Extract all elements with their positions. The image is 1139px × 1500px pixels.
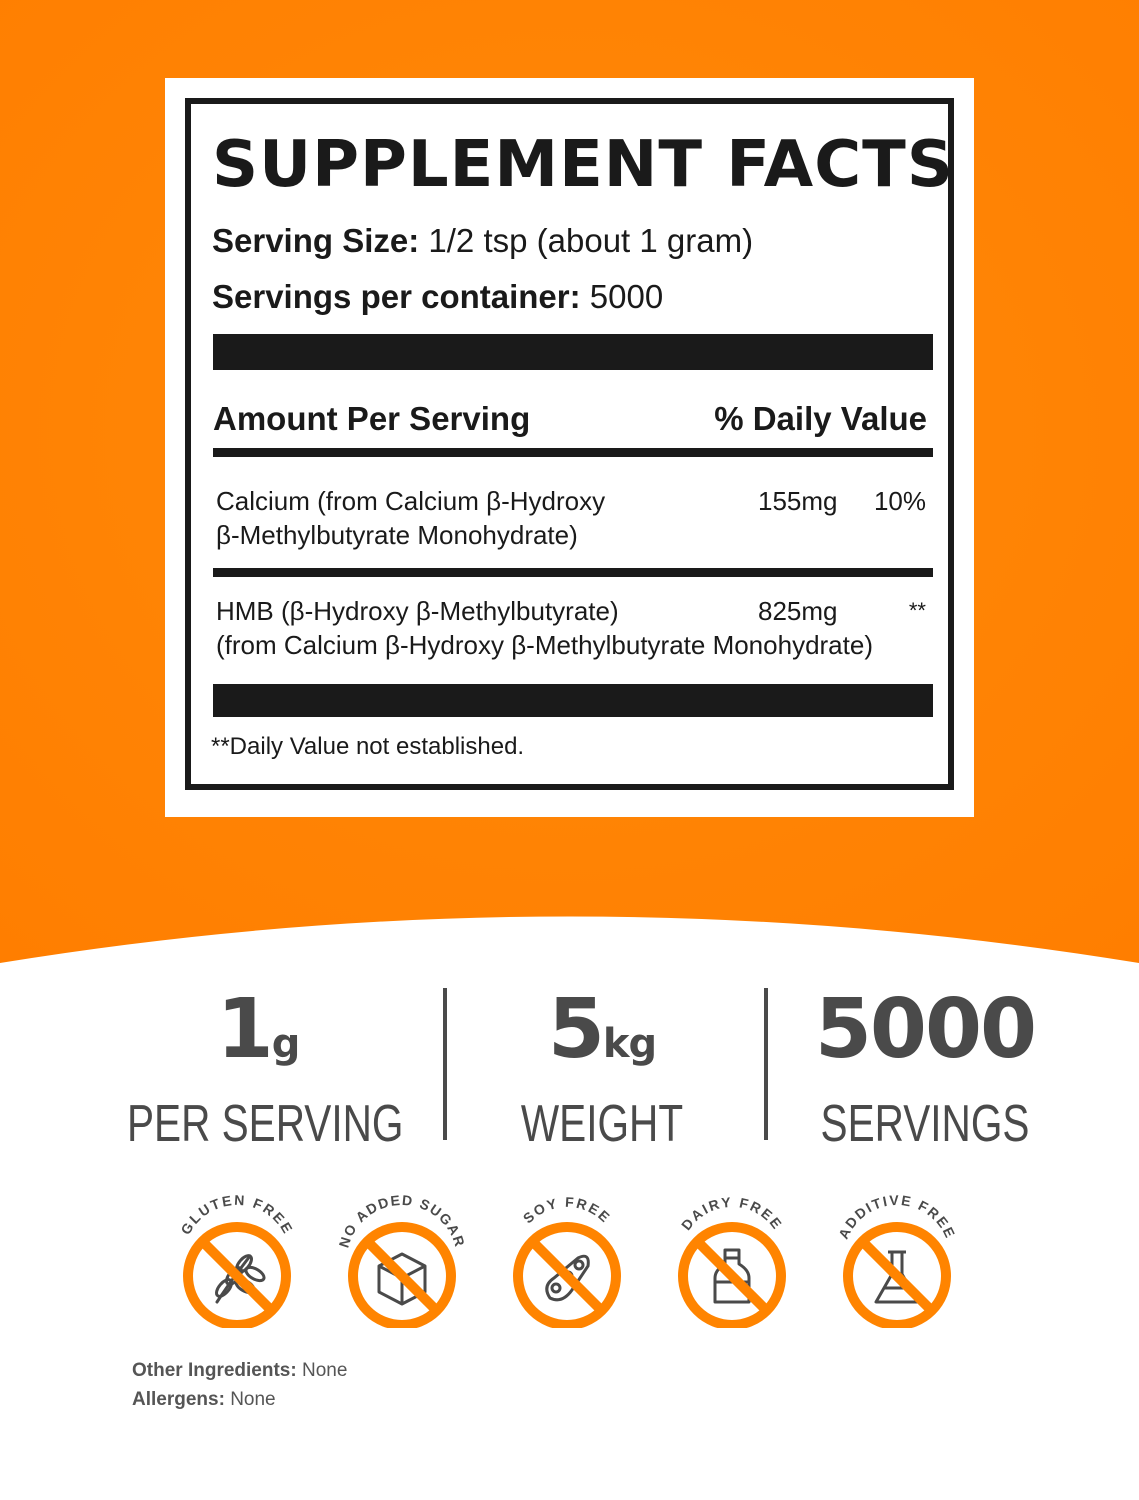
thick-bar-bottom [213,684,933,717]
badge-text: DAIRY FREE [677,1193,787,1234]
serving-size-label: Serving Size: [212,222,420,259]
badge-text: GLUTEN FREE [177,1191,297,1238]
calcium-name-line1: Calcium (from Calcium β-Hydroxy [216,486,606,516]
serving-size-value: 1/2 tsp (about 1 gram) [428,222,754,259]
hmb-daily-value: ** [908,598,926,623]
calcium-amount: 155mg [758,486,838,516]
supplement-facts-panel [165,78,974,817]
other-ingredients-line [132,1360,347,1382]
badge-additive-free [822,1178,972,1328]
servings-per-container-line [212,278,663,316]
badge-text: NO ADDED SUGAR [335,1191,469,1250]
hmb-name-line1: HMB (β-Hydroxy β-Methylbutyrate) [216,596,619,626]
calcium-daily-value: 10% [873,486,926,516]
allergens-value: None [230,1389,276,1410]
stat-weight [452,980,752,1154]
stat-unit: g [271,1021,300,1067]
row-rule [213,568,933,577]
allergens-line [132,1389,276,1411]
badge-dairy-free [657,1178,807,1328]
label-title: SUPPLEMENT FACTS [212,128,954,202]
other-ingredients-value: None [301,1360,348,1381]
servings-value: 5000 [589,278,664,315]
hmb-amount: 825mg [758,596,838,626]
badge-text: ADDITIVE FREE [835,1191,959,1242]
badge-gluten-free [162,1178,312,1328]
footnote: **Daily Value not established. [211,733,525,760]
other-ingredients-label: Other Ingredients: [132,1360,297,1381]
stat-divider [443,988,447,1140]
supplement-facts-border [185,98,954,790]
badge-no-added-sugar [327,1178,477,1328]
header-rule [213,448,933,457]
stat-divider [764,988,768,1140]
stat-unit: kg [602,1021,657,1067]
badge-text: SOY FREE [519,1193,615,1227]
daily-value-header: % Daily Value [714,400,927,437]
servings-label: Servings per container: [212,278,581,315]
stat-caption: WEIGHT [520,1095,684,1153]
calcium-name-line2: β-Methylbutyrate Monohydrate) [216,520,578,550]
stat-value: 1 [216,982,272,1077]
allergens-label: Allergens: [132,1389,225,1410]
stat-per-serving [90,980,426,1154]
serving-size-line [212,222,753,260]
svg-text:ADDITIVE FREE [835,1192,959,1242]
stat-value: 5 [547,982,603,1077]
svg-text:NO ADDED SUGAR [336,1192,469,1250]
hmb-name-line2: (from Calcium β-Hydroxy β-Methylbutyrate Monohydrate) [216,630,873,660]
badge-soy-free [492,1178,642,1328]
stat-servings [780,980,1070,1154]
stat-caption: PER SERVING [126,1095,404,1153]
amount-header: Amount Per Serving [213,400,531,437]
stat-caption: SERVINGS [820,1095,1030,1153]
thick-bar-top [213,334,933,370]
stat-value: 5000 [814,982,1036,1077]
svg-text:SOY FREE [520,1194,615,1227]
